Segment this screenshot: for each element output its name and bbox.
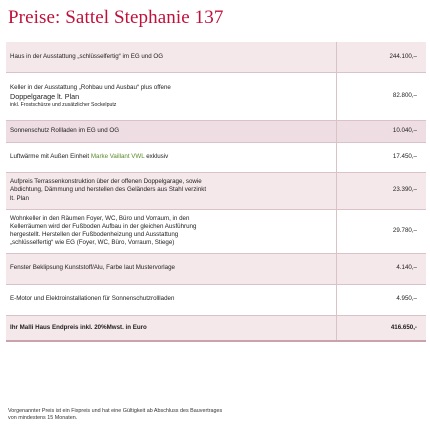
row-description — [6, 172, 337, 209]
table-row — [6, 172, 426, 209]
description-line: „schlüsselfertig“ wie EG (Foyer, WC, Büro, Vorraum, Stiege) — [10, 239, 175, 247]
description-line: Kellerräumen wird der Fußboden Aufbau in der gleichen Ausführung — [10, 222, 197, 230]
table-row — [6, 209, 426, 253]
description-text: Luftwärme mit Außen Einheit — [10, 152, 90, 160]
description-line: Aufpreis Terrassenkonstruktion über der offenen Doppelgarage, sowie — [10, 178, 202, 186]
description-line: Abdichtung, Dämmung und herstellen des Geländers aus Stahl verzinkt — [10, 186, 207, 194]
note-line: von mindestens 15 Monaten. — [8, 415, 78, 422]
description-line: Wohnkeller in den Räumen Foyer, WC, Büro und Vorraum, in den — [10, 214, 190, 222]
row-price: 10.040,– — [337, 120, 427, 142]
table-row — [6, 42, 426, 72]
description-line: lt. Plan — [10, 194, 29, 202]
total-label: Ihr Malli Haus Endpreis inkl. 20%Mwst. in Euro — [6, 315, 337, 341]
table-row — [6, 284, 426, 315]
row-price: 23.390,– — [337, 172, 427, 209]
table-row — [6, 72, 426, 120]
note-line: Vorgenannter Preis ist ein Fixpreis und hat eine Gültigkeit ab Abschluss des Bauvertrages — [8, 408, 223, 414]
row-price: 4.950,– — [337, 284, 427, 315]
table-row — [6, 142, 426, 172]
row-description — [6, 209, 337, 253]
description-line: hergestellt. Herstellen der Fußbodenheizung und Ausstattung — [10, 231, 179, 238]
row-description: E-Motor und Elektroinstallationen für Sonnenschutzrollladen — [6, 284, 337, 315]
row-price: 17.450,– — [337, 142, 427, 172]
page-title: Preise: Sattel Stephanie 137 — [8, 7, 224, 28]
description-text: exklusiv — [146, 152, 169, 160]
row-price: 82.800,– — [337, 72, 427, 120]
description-line: Doppelgarage lt. Plan — [10, 91, 80, 101]
total-price: 416.650,- — [337, 315, 427, 341]
row-description: Fenster Beklipsung Kunststoff/Alu, Farbe laut Mustervorlage — [6, 253, 337, 284]
description-line: Keller in der Ausstattung „Rohbau und Ausbau“ plus offene — [10, 83, 171, 91]
table-row — [6, 120, 426, 142]
total-row — [6, 315, 426, 341]
row-description — [6, 72, 337, 120]
table-row — [6, 253, 426, 284]
description-line: inkl. Frostschürze und zusätzlicher Sockelputz — [10, 101, 117, 108]
price-table — [6, 42, 426, 342]
row-price: 244.100,– — [337, 42, 427, 72]
validity-note — [8, 408, 338, 422]
brand-text: Marke Vaillant VWL — [90, 152, 145, 160]
row-price: 29.780,– — [337, 209, 427, 253]
row-price: 4.140,– — [337, 253, 427, 284]
row-description — [6, 142, 337, 172]
row-description: Sonnenschutz Rollladen im EG und OG — [6, 120, 337, 142]
row-description: Haus in der Ausstattung „schlüsselfertig“ im EG und OG — [6, 42, 337, 72]
